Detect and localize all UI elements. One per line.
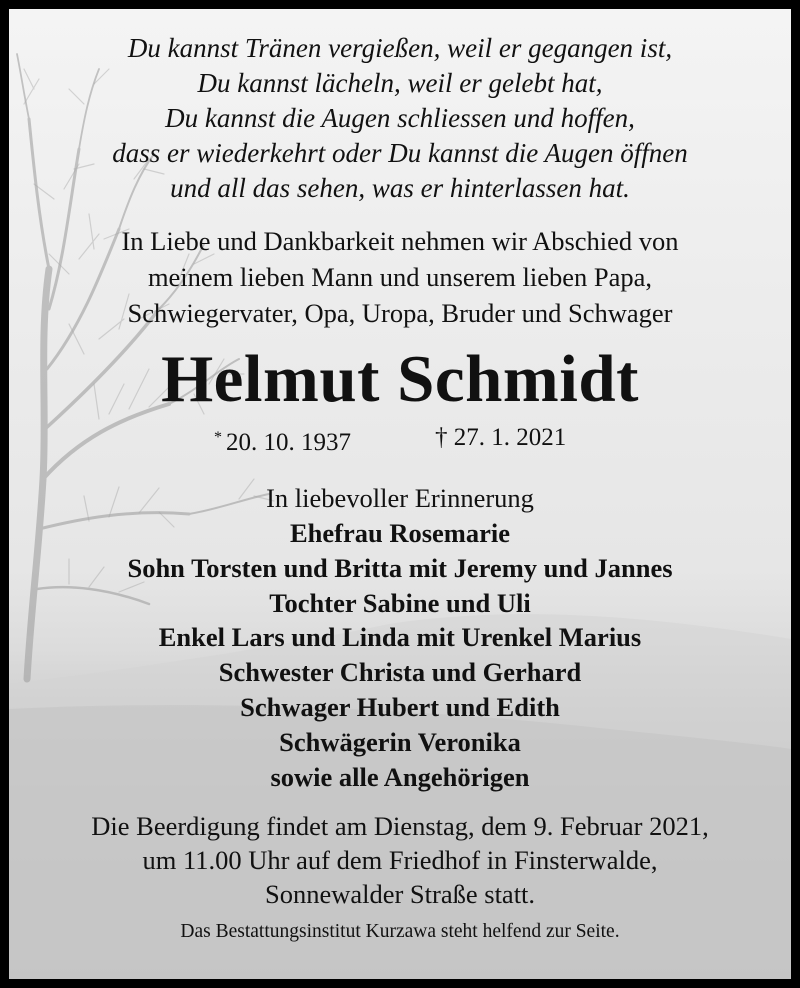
death-symbol: † — [435, 424, 448, 451]
birth-symbol: * — [214, 429, 222, 446]
funeral-line: Sonnewalder Straße statt. — [264, 879, 536, 909]
undertaker-note: Das Bestattungsinstitut Kurzawa steht helfend zur Seite. — [180, 921, 620, 942]
farewell-intro — [9, 223, 791, 331]
memory-line: In liebevoller Erinnerung — [266, 483, 534, 513]
mourners-list — [9, 516, 791, 794]
mourner-entry: Ehefrau Rosemarie — [289, 518, 511, 548]
obituary-notice — [9, 9, 791, 979]
poem-line: und all das sehen, was er hinterlassen hat. — [170, 173, 630, 203]
poem-line: Du kannst Tränen vergießen, weil er gegangen ist, — [127, 33, 673, 63]
mourner-entry: Sohn Torsten und Britta mit Jeremy und Jannes — [127, 552, 673, 583]
poem-line: Du kannst die Augen schliessen und hoffen, — [165, 103, 635, 133]
deceased-name: Helmut Schmidt — [161, 342, 639, 416]
mourner-entry: Enkel Lars und Linda mit Urenkel Marius — [158, 622, 642, 653]
mourner-entry: Tochter Sabine und Uli — [269, 587, 531, 618]
mourner-entry: Schwester Christa und Gerhard — [218, 657, 582, 688]
poem-line: dass er wiederkehrt oder Du kannst die Augen öffnen — [112, 138, 688, 168]
poem-line: Du kannst lächeln, weil er gelebt hat, — [197, 68, 603, 98]
funeral-line: Die Beerdigung findet am Dienstag, dem 9. Februar 2021, — [91, 811, 709, 841]
birth-date-line — [214, 422, 351, 459]
death-date-line — [435, 422, 566, 454]
mourner-entry: Schwager Hubert und Edith — [240, 691, 560, 722]
mourner-entry: Schwägerin Veronika — [279, 726, 521, 757]
mourner-entry: sowie alle Angehörigen — [270, 761, 530, 792]
intro-line: Schwiegervater, Opa, Uropa, Bruder und Schwager — [127, 298, 673, 328]
funeral-line: um 11.00 Uhr auf dem Friedhof in Finsterwalde, — [142, 845, 658, 875]
intro-line: In Liebe und Dankbarkeit nehmen wir Abschied von — [121, 226, 679, 256]
poem — [9, 31, 791, 206]
birth-date: 20. 10. 1937 — [226, 429, 351, 456]
intro-line: meinem lieben Mann und unserem lieben Papa, — [147, 262, 653, 292]
funeral-details — [9, 809, 791, 911]
death-date: 27. 1. 2021 — [453, 424, 567, 451]
